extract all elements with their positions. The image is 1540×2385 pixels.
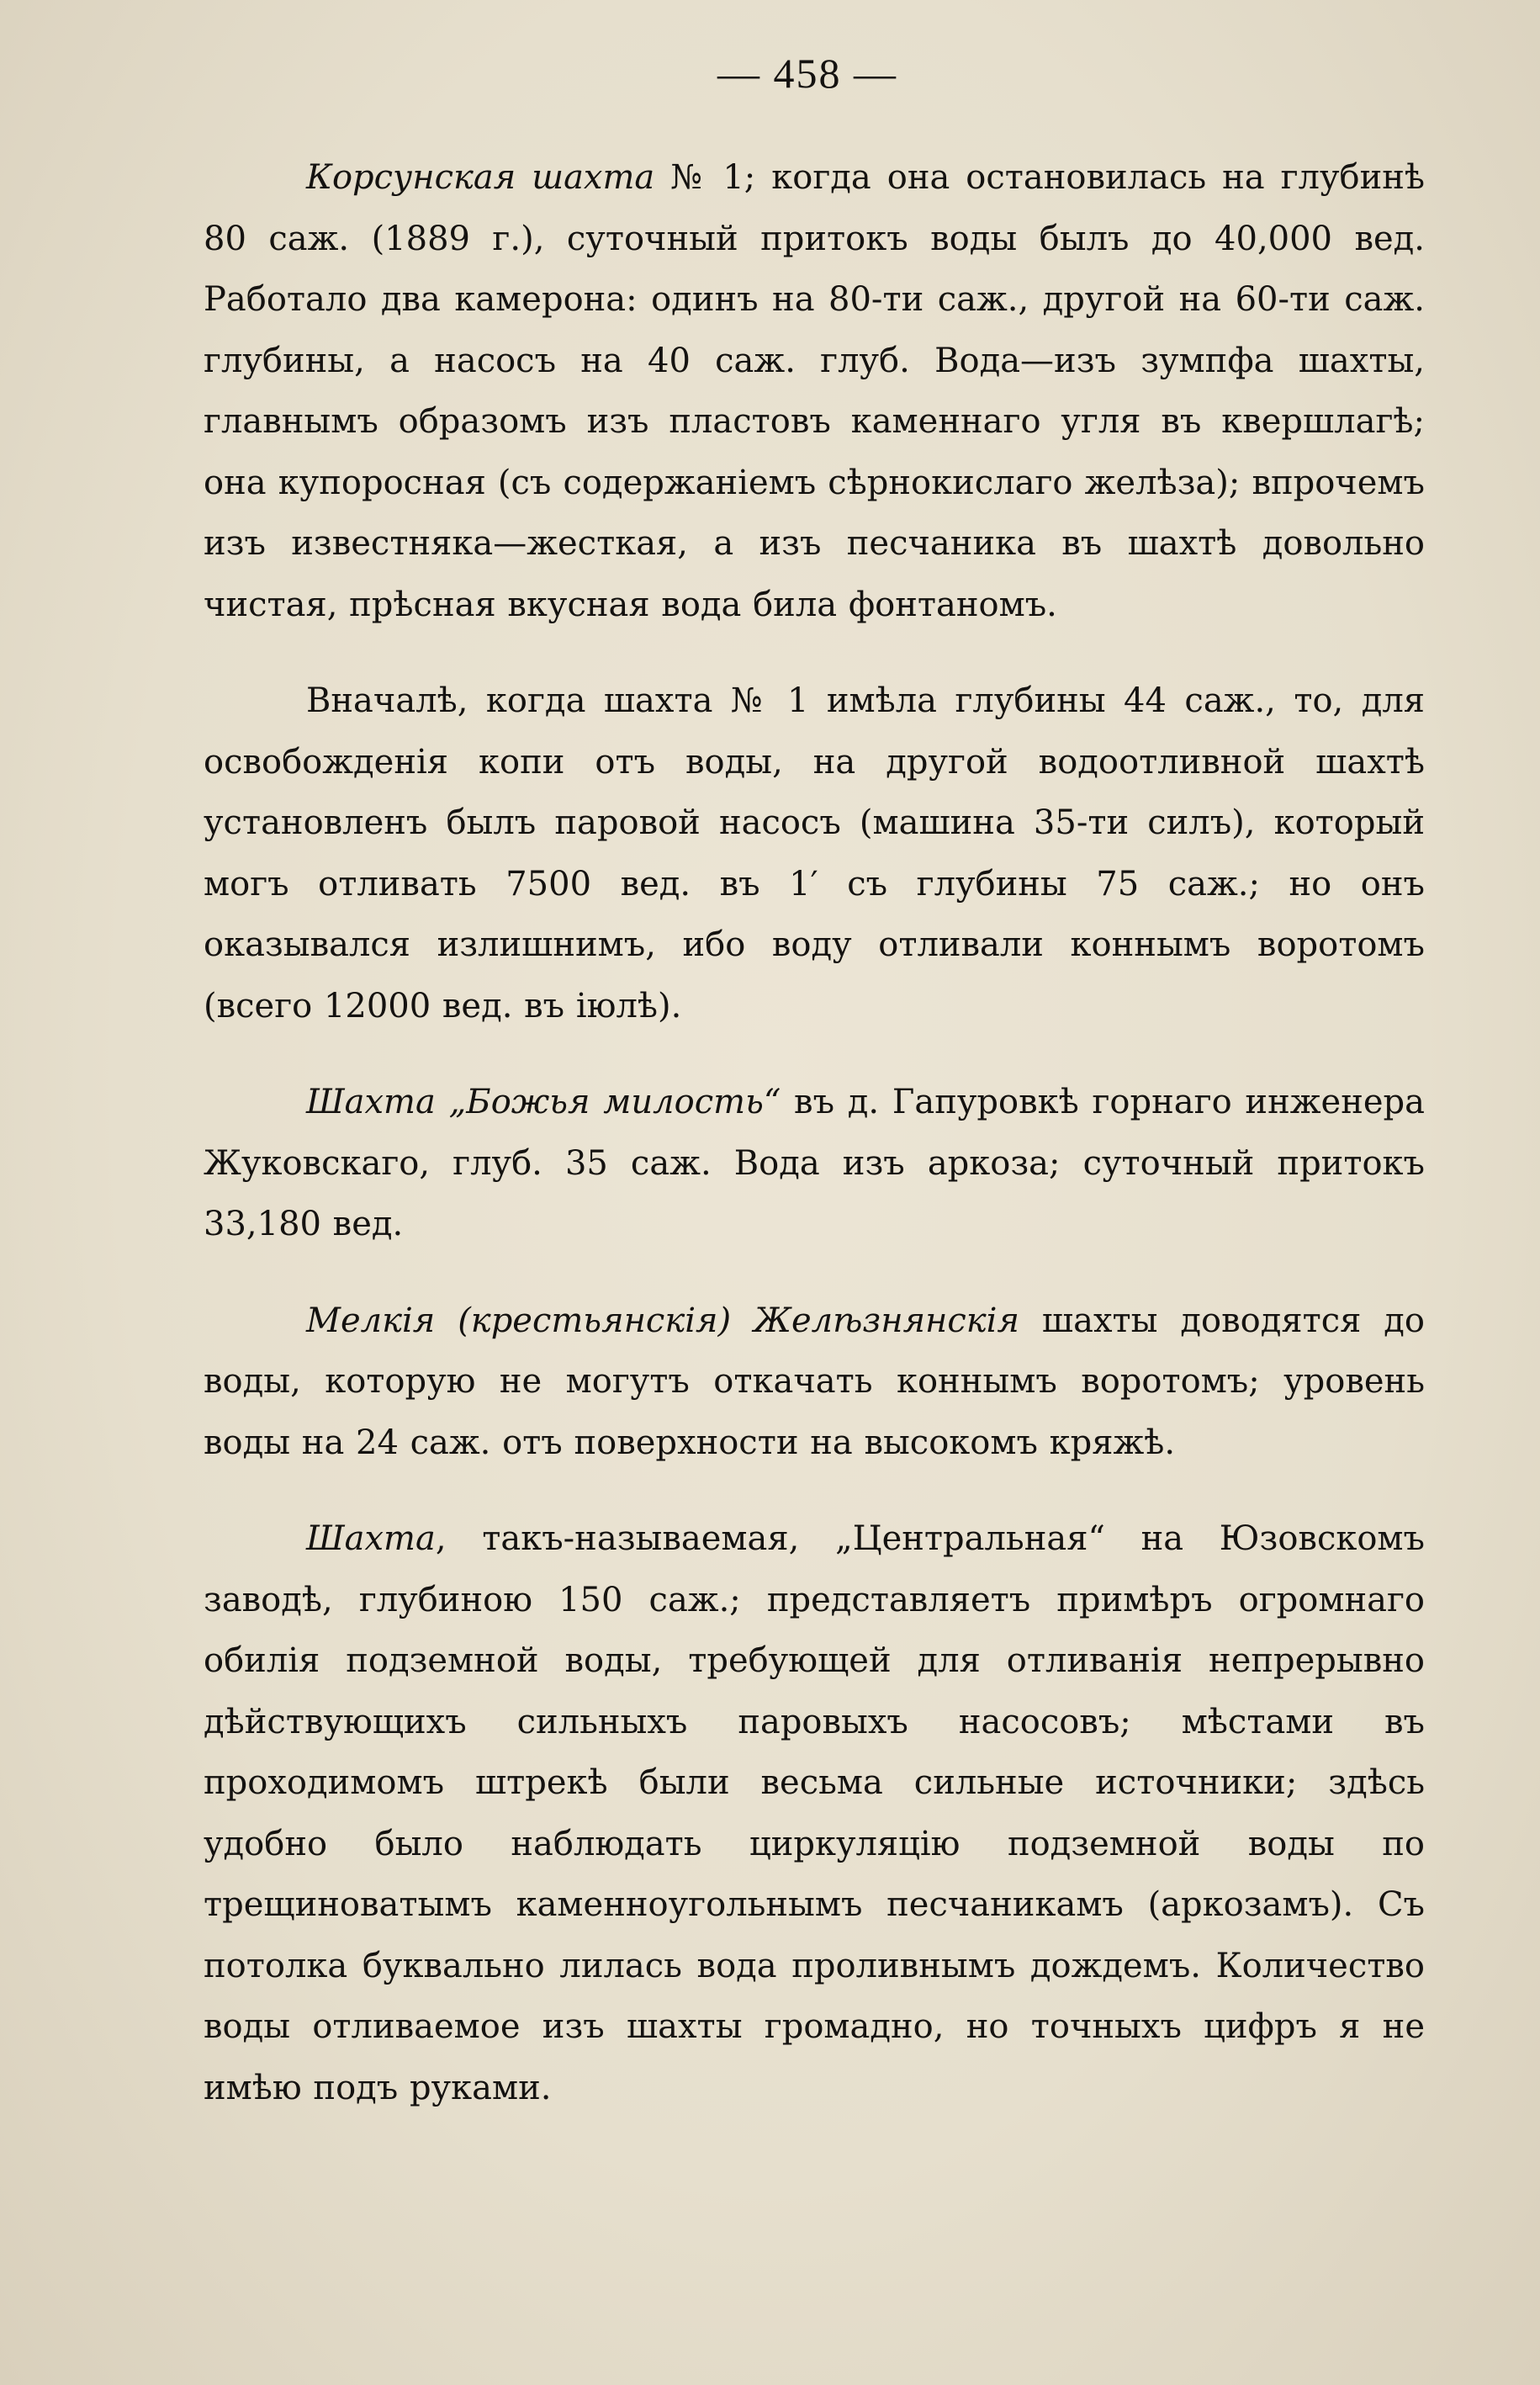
paragraph-text: шахты доводятся до воды, которую не могутъ откачать коннымъ воротомъ; уровень воды на 24 саж. отъ поверхности на высокомъ кряжѣ.: [204, 1301, 1425, 1462]
paragraph-lead: Корсунская шахта: [306, 158, 655, 197]
paragraph-text: , такъ-называемая, „Центральная“ на Юзовскомъ заводѣ, глубиною 150 саж.; представляетъ примѣръ огромнаго обилія подземной воды, требующей для отливанія непрерывно дѣйствующихъ сильныхъ паровыхъ насосовъ; мѣстами въ проходимомъ штрекѣ были весьма сильные источники; здѣсь удобно было наблюдать циркуляцію подземной воды по трещиноватымъ каменноугольнымъ песчаникамъ (аркозамъ). Съ потолка буквально лилась вода проливнымъ дождемъ. Количество воды отливаемое изъ шахты громадно, но точныхъ цифръ я не имѣю подъ руками.: [204, 1519, 1425, 2107]
paragraph-korsunskaya-mine: [204, 147, 1425, 635]
paragraph-zheleznyanskie-mines: [204, 1291, 1425, 1474]
paragraph-text: № 1; когда она остановилась на глубинѣ 80 саж. (1889 г.), суточный притокъ воды былъ до 40,000 вед. Работало два камерона: одинъ на 80-ти саж., другой на 60-ти саж. глубины, а насосъ на 40 саж. глуб. Вода—изъ зумпфа шахты, главнымъ образомъ изъ пластовъ каменнаго угля въ квершлагѣ; она купоросная (съ содержаніемъ сѣрнокислаго желѣза); впрочемъ изъ известняка—жесткая, а изъ песчаника въ шахтѣ довольно чистая, прѣсная вкусная вода била фонтаномъ.: [204, 158, 1426, 624]
page-number: — 458 —: [717, 50, 897, 97]
paragraph-bozhya-milost-mine: [204, 1072, 1425, 1255]
paragraph-lead: Шахта „Божья милость“: [306, 1083, 781, 1121]
paragraph-centralnaya-mine: [204, 1508, 1425, 2118]
paragraph-mine-no1-pump: [204, 670, 1425, 1036]
paragraph-text: Вначалѣ, когда шахта № 1 имѣла глубины 44 саж., то, для освобожденія копи отъ воды, на другой водоотливной шахтѣ установленъ былъ паровой насосъ (машина 35-ти силъ), который могъ отливать 7500 вед. въ 1′ съ глубины 75 саж.; но онъ оказывался излишнимъ, ибо воду отливали коннымъ воротомъ (всего 12000 вед. въ іюлѣ).: [204, 681, 1425, 1026]
body-text: [204, 147, 1425, 2154]
paragraph-lead: Шахта: [306, 1519, 436, 1558]
paragraph-text: въ д. Гапуровкѣ горнаго инженера Жуковскаго, глуб. 35 саж. Вода изъ аркоза; суточный притокъ 33,180 вед.: [204, 1083, 1425, 1243]
paragraph-lead: Мелкія (крестьянскія) Желѣзнянскія: [306, 1301, 1019, 1340]
